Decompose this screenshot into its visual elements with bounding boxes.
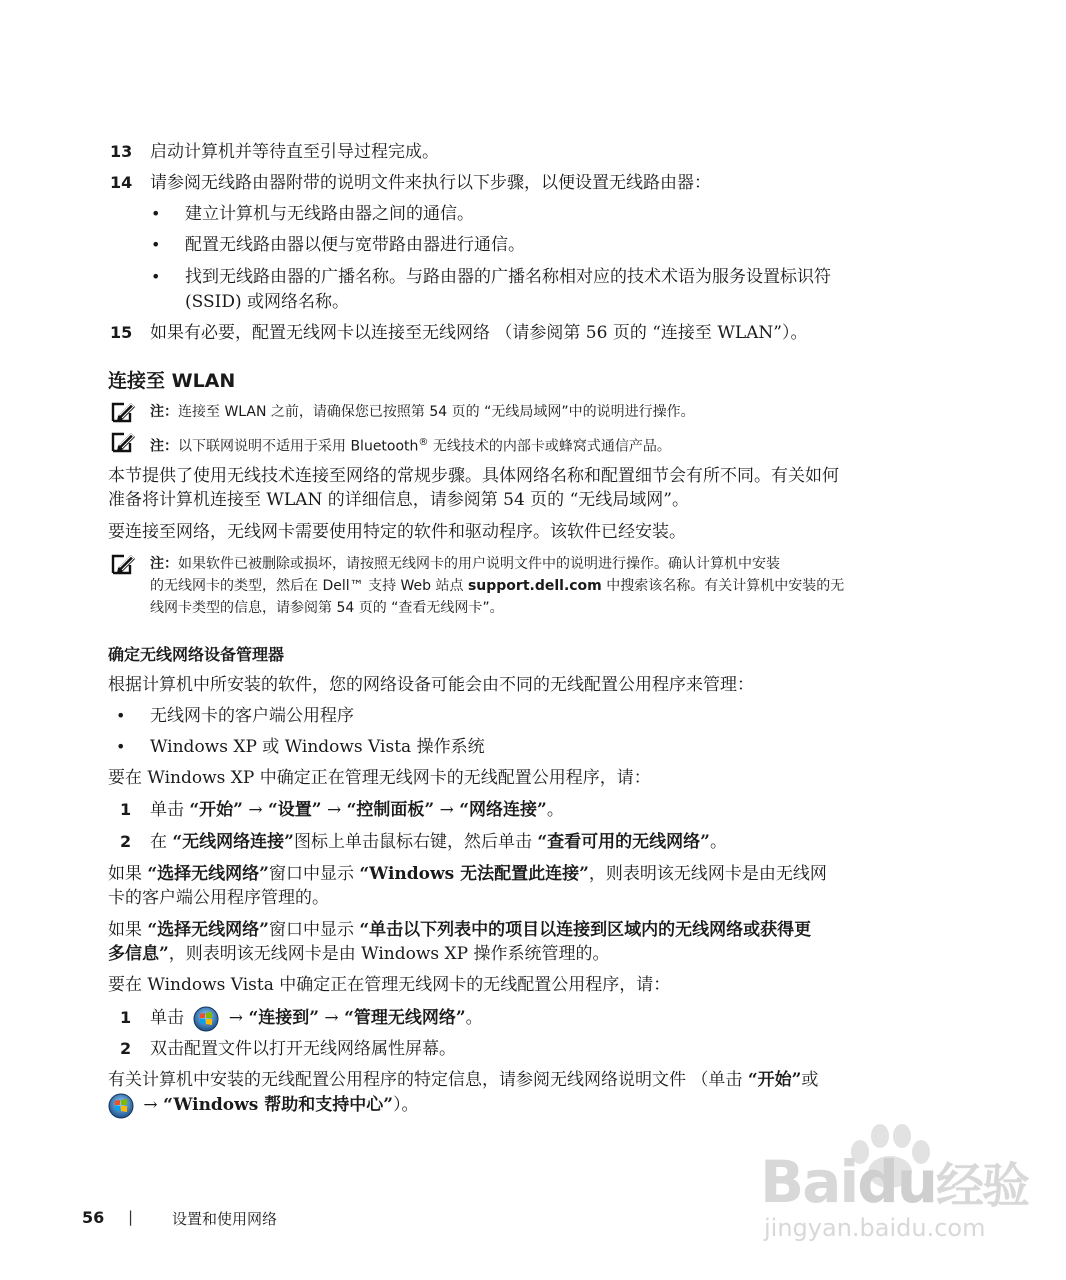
note-3-line1 xyxy=(150,554,780,575)
vista-step-2: 双击配置文件以打开无线网络属性屏幕。 xyxy=(150,1039,456,1059)
step-number-13: 13 xyxy=(110,142,133,161)
menu-manage-wireless: “管理无线网络” xyxy=(344,1008,466,1028)
help-center-label: “Windows 帮助和支持中心” xyxy=(163,1095,394,1115)
note-label: 注： xyxy=(150,556,178,572)
para-text: 窗口中显示 xyxy=(268,864,360,884)
note-2-text: 以下联网说明不适用于采用 Bluetooth xyxy=(178,438,419,455)
arrow: → xyxy=(138,1095,164,1115)
note-3-line3: 线网卡类型的信息，请参阅第 54 页的 “查看无线网卡”。 xyxy=(150,600,504,616)
brand-text: 经验 xyxy=(936,1158,1029,1214)
step-text: 。 xyxy=(546,800,564,820)
bullet-marker: • xyxy=(151,235,161,254)
menu-control-panel: “控制面板” xyxy=(346,800,435,820)
paragraph-software: 要连接至网络，无线网卡需要使用特定的软件和驱动程序。该软件已经安装。 xyxy=(108,522,686,542)
window-message-cont: 多信息” xyxy=(108,944,169,964)
para-text: ）。 xyxy=(393,1095,419,1115)
step-text: 图标上单击鼠标右键，然后单击 xyxy=(293,832,538,852)
step-text: 。 xyxy=(465,1008,483,1028)
paragraph-client-utility-line2: 卡的客户端公用程序管理的。 xyxy=(108,888,329,908)
step-number-15: 15 xyxy=(110,323,133,342)
para-text: 如果 xyxy=(108,920,148,940)
vista-step-number-1: 1 xyxy=(120,1008,132,1027)
window-name: “选择无线网络” xyxy=(147,864,269,884)
para-text: 有关计算机中安装的无线配置公用程序的特定信息，请参阅无线网络说明文件 （单击 xyxy=(108,1070,748,1090)
step-text: 单击 xyxy=(150,1008,190,1028)
chapter-title: 设置和使用网络 xyxy=(172,1210,278,1228)
pencil-note-icon xyxy=(110,553,136,575)
paragraph-client-utility-line1 xyxy=(108,862,827,886)
step-14-text: 请参阅无线路由器附带的说明文件来执行以下步骤，以便设置无线路由器： xyxy=(150,173,711,193)
bullet-marker: • xyxy=(151,267,161,286)
note-2 xyxy=(150,432,671,458)
menu-start: “开始” xyxy=(747,1070,802,1090)
menu-connect-to: “连接到” xyxy=(248,1008,320,1028)
xp-step-1 xyxy=(150,798,564,822)
bullet-marker: • xyxy=(116,706,126,725)
menu-settings: “设置” xyxy=(268,800,322,820)
pencil-note-icon xyxy=(110,431,136,453)
arrow: → xyxy=(319,1008,345,1028)
baidu-watermark xyxy=(760,1120,1029,1250)
registered-mark: ® xyxy=(418,437,429,448)
vista-step-number-2: 2 xyxy=(120,1039,132,1058)
wireless-connection-label: “无线网络连接” xyxy=(172,832,294,852)
step-14-bullet-3: 找到无线路由器的广播名称。与路由器的广播名称相对应的技术术语为服务设置标识符 xyxy=(185,267,831,287)
arrow: → xyxy=(242,800,269,820)
step-14-bullet-1: 建立计算机与无线路由器之间的通信。 xyxy=(185,204,474,224)
view-networks-label: “查看可用的无线网络” xyxy=(537,832,710,852)
step-text: 。 xyxy=(709,832,727,852)
paragraph-intro-line1: 本节提供了使用无线技术连接至网络的常规步骤。具体网络名称和配置细节会有所不同。有关如何 xyxy=(108,466,839,486)
support-link[interactable]: support.dell.com xyxy=(467,578,602,594)
brand-text: Bai xyxy=(760,1148,858,1216)
note-3-text: 的无线网卡的类型，然后在 Dell™ 支持 Web 站点 xyxy=(150,578,468,594)
windows-start-orb-icon xyxy=(106,1093,136,1119)
note-3-text: 如果软件已被删除或损坏，请按照无线网卡的用户说明文件中的说明进行操作。确认计算机中安装 xyxy=(178,556,780,572)
para-text: 如果 xyxy=(108,864,148,884)
vista-step-1 xyxy=(150,1004,483,1032)
brand-text: du xyxy=(857,1148,937,1216)
window-name: “选择无线网络” xyxy=(147,920,269,940)
step-14-bullet-2: 配置无线路由器以便与宽带路由器进行通信。 xyxy=(185,235,525,255)
note-3-line2 xyxy=(150,576,844,597)
manager-bullet-1: 无线网卡的客户端公用程序 xyxy=(150,706,354,726)
window-message: “单击以下列表中的项目以连接到区域内的无线网络或获得更 xyxy=(359,920,812,940)
step-14-bullet-3-cont: (SSID) 或网络名称。 xyxy=(185,292,350,312)
page-number: 56 xyxy=(82,1208,105,1227)
bullet-marker: • xyxy=(116,737,126,756)
para-text: ，则表明该无线网卡是由 Windows XP 操作系统管理的。 xyxy=(168,944,610,964)
watermark-brand xyxy=(760,1150,1028,1218)
windows-start-orb-icon xyxy=(191,1006,221,1032)
paragraph-managers: 根据计算机中所安装的软件，您的网络设备可能会由不同的无线配置公用程序来管理： xyxy=(108,675,754,695)
pencil-note-icon xyxy=(110,401,136,423)
note-3-text: 中搜索该名称。有关计算机中安装的无 xyxy=(601,578,845,594)
paragraph-os-managed-line2 xyxy=(108,942,610,966)
subheading: 确定无线网络设备管理器 xyxy=(108,645,285,664)
arrow: → xyxy=(434,800,460,820)
menu-start: “开始” xyxy=(189,800,243,820)
footer-separator: | xyxy=(128,1208,134,1226)
arrow: → xyxy=(223,1008,249,1028)
xp-step-2 xyxy=(150,830,727,854)
paragraph-xp: 要在 Windows XP 中确定正在管理无线网卡的无线配置公用程序，请： xyxy=(108,768,651,788)
step-text: 单击 xyxy=(150,800,190,820)
section-heading: 连接至 WLAN xyxy=(108,370,236,392)
bullet-marker: • xyxy=(151,204,161,223)
paragraph-intro-line2: 准备将计算机连接至 WLAN 的详细信息，请参阅第 54 页的 “无线局域网”。 xyxy=(108,490,689,510)
paragraph-os-managed-line1 xyxy=(108,918,811,942)
menu-network-connections: “网络连接” xyxy=(459,800,547,820)
step-text: 在 xyxy=(150,832,173,852)
note-1-text: 连接至 WLAN 之前，请确保您已按照第 54 页的 “无线局域网”中的说明进行操作。 xyxy=(178,404,695,420)
note-1 xyxy=(150,402,695,423)
paragraph-help-line1 xyxy=(108,1068,818,1092)
paragraph-help-line2 xyxy=(106,1091,419,1119)
para-text: 或 xyxy=(801,1070,819,1090)
arrow: → xyxy=(321,800,347,820)
paragraph-vista: 要在 Windows Vista 中确定正在管理无线网卡的无线配置公用程序，请： xyxy=(108,975,671,995)
step-15-text: 如果有必要，配置无线网卡以连接至无线网络 （请参阅第 56 页的 “连接至 WLAN”）。 xyxy=(150,323,808,343)
note-label: 注： xyxy=(150,404,178,420)
para-text: 窗口中显示 xyxy=(268,920,360,940)
manager-bullet-2: Windows XP 或 Windows Vista 操作系统 xyxy=(150,737,485,757)
para-text: ，则表明该无线网卡是由无线网 xyxy=(588,864,827,884)
note-label: 注： xyxy=(150,438,178,455)
step-number-14: 14 xyxy=(110,173,133,192)
step-13-text: 启动计算机并等待直至引导过程完成。 xyxy=(150,142,439,162)
xp-step-number-2: 2 xyxy=(120,832,132,851)
xp-step-number-1: 1 xyxy=(120,800,132,819)
note-2-text-cont: 无线技术的内部卡或蜂窝式通信产品。 xyxy=(432,438,671,455)
watermark-url: jingyan.baidu.com xyxy=(764,1214,986,1242)
window-message: “Windows 无法配置此连接” xyxy=(359,864,589,884)
